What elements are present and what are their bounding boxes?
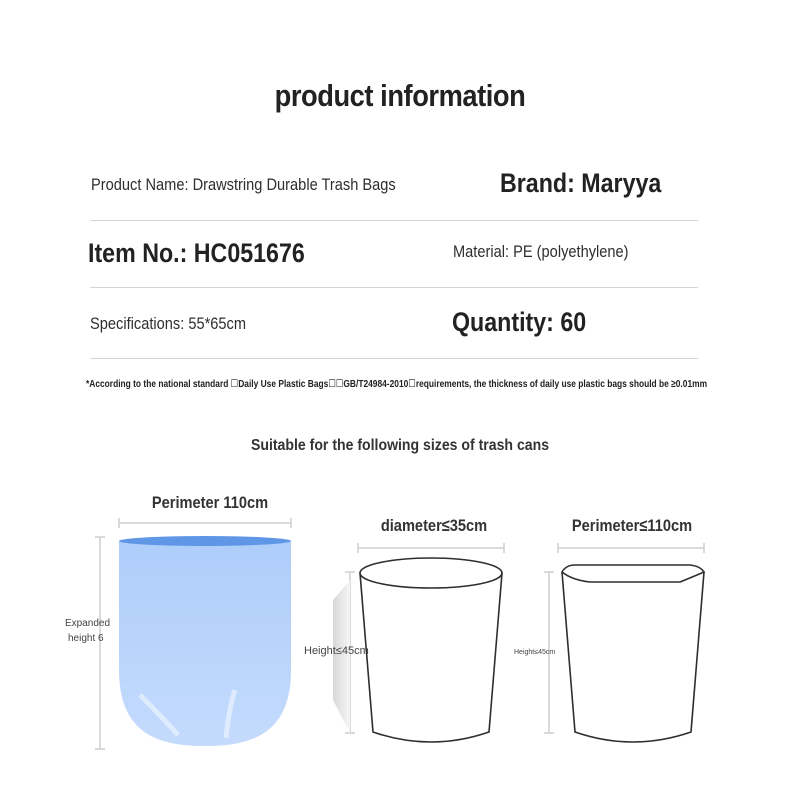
page-title: product information [274,78,526,113]
product-name-text: Product Name: Drawstring Durable Trash Bags [91,175,396,194]
trash-bag-rim [119,536,291,546]
square-can-height-label: Height≤45cm [514,649,556,656]
bag-perimeter-dimension [119,518,291,528]
specifications-text: Specifications: 55*65cm [90,314,247,333]
round-can-illustration [360,558,502,742]
brand-text: Brand: Maryya [500,168,662,198]
trash-bag-body [119,541,291,746]
standard-note: *According to the national standard ☐Daily Use Plastic Bags☐☐GB/T24984-2010☐requirements, the thickness of daily use plastic bags should be ≥0.01mm [86,378,708,390]
bag-height-label-line1: Expanded [65,618,111,629]
trash-bag-illustration [119,536,291,746]
material-text: Material: PE (polyethylene) [453,242,629,261]
round-can-diameter-label: diameter≤35cm [380,516,488,535]
round-can-diameter-dimension [358,543,504,553]
item-number-text: Item No.: HC051676 [88,238,305,268]
square-can-perimeter-label: Perimeter≤110cm [571,516,693,535]
square-can-perimeter-dimension [558,543,704,553]
bag-perimeter-label: Perimeter 110cm [151,493,269,512]
bag-height-label [65,616,111,646]
square-can-illustration [562,565,704,742]
quantity-text: Quantity: 60 [452,307,587,337]
bag-height-label-line2: height 6 [68,633,104,644]
round-can-height-label: Height≤45cm [304,645,369,657]
sizes-heading: Suitable for the following sizes of trash cans [250,437,550,454]
